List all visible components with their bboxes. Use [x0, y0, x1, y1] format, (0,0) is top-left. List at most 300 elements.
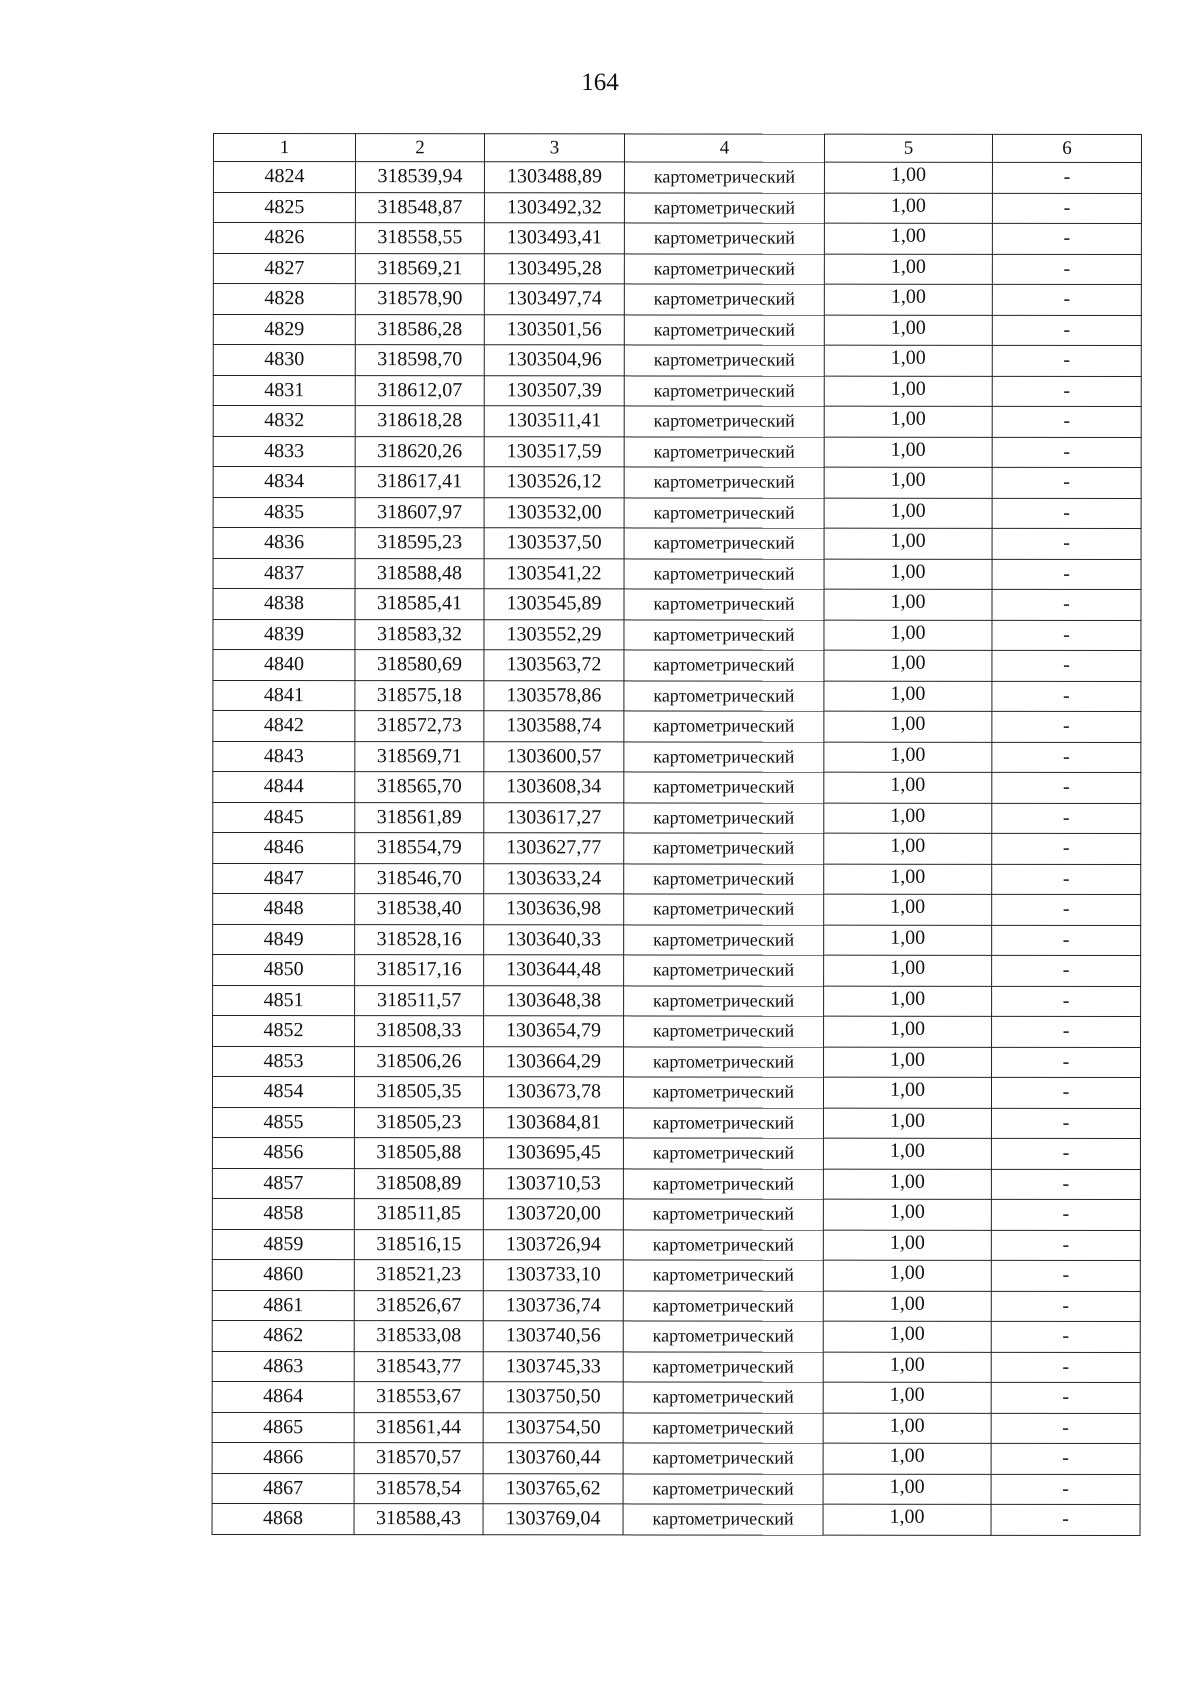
table-row: [212, 1168, 1140, 1199]
note-cell: -: [991, 1108, 1140, 1139]
y-coordinate-cell: 1303552,29: [484, 619, 624, 650]
x-coordinate-cell: 318539,94: [355, 162, 484, 193]
point-number-cell: 4832: [213, 406, 355, 437]
table-row: [213, 497, 1141, 528]
table-row: [213, 711, 1141, 742]
y-coordinate-cell: 1303695,45: [483, 1138, 623, 1169]
accuracy-cell: 1,00: [824, 650, 992, 681]
x-coordinate-cell: 318620,26: [355, 436, 484, 467]
note-cell: -: [992, 376, 1141, 407]
method-cell: картометрический: [623, 1382, 823, 1413]
x-coordinate-cell: 318595,23: [355, 528, 484, 559]
method-cell: картометрический: [624, 924, 824, 955]
table-row: [212, 1473, 1140, 1504]
note-cell: -: [992, 1047, 1141, 1078]
accuracy-cell: 1,00: [823, 1291, 991, 1322]
method-cell: картометрический: [624, 558, 824, 589]
accuracy-cell: 1,00: [824, 589, 992, 620]
x-coordinate-cell: 318553,67: [354, 1382, 483, 1413]
note-cell: -: [991, 1382, 1140, 1413]
x-coordinate-cell: 318517,16: [355, 955, 484, 986]
table-row: [213, 1016, 1141, 1047]
x-coordinate-cell: 318578,54: [354, 1473, 483, 1504]
accuracy-cell: 1,00: [824, 498, 992, 529]
note-cell: -: [991, 1199, 1140, 1230]
note-cell: -: [992, 986, 1141, 1017]
accuracy-cell: 1,00: [823, 1504, 991, 1535]
y-coordinate-cell: 1303765,62: [483, 1473, 623, 1504]
y-coordinate-cell: 1303736,74: [483, 1290, 623, 1321]
point-number-cell: 4839: [213, 619, 355, 650]
x-coordinate-cell: 318618,28: [355, 406, 484, 437]
accuracy-cell: 1,00: [824, 803, 992, 834]
table-row: [212, 1138, 1140, 1169]
point-number-cell: 4853: [213, 1046, 355, 1077]
table-row: [213, 863, 1141, 894]
method-cell: картометрический: [623, 1351, 823, 1382]
table-row: [213, 284, 1141, 315]
column-header-5: 5: [824, 134, 992, 162]
y-coordinate-cell: 1303507,39: [484, 375, 624, 406]
note-cell: -: [992, 925, 1141, 956]
x-coordinate-cell: 318528,16: [355, 924, 484, 955]
point-number-cell: 4826: [213, 223, 355, 254]
x-coordinate-cell: 318538,40: [355, 894, 484, 925]
method-cell: картометрический: [624, 284, 824, 315]
table-row: [213, 467, 1141, 498]
table-body: [212, 162, 1141, 1535]
accuracy-cell: 1,00: [824, 376, 992, 407]
x-coordinate-cell: 318505,23: [354, 1107, 483, 1138]
point-number-cell: 4852: [213, 1016, 355, 1047]
accuracy-cell: 1,00: [824, 955, 992, 986]
x-coordinate-cell: 318569,71: [355, 741, 484, 772]
method-cell: картометрический: [623, 1443, 823, 1474]
table-row: [213, 162, 1141, 193]
y-coordinate-cell: 1303617,27: [484, 802, 624, 833]
note-cell: -: [992, 589, 1141, 620]
accuracy-cell: 1,00: [824, 345, 992, 376]
method-cell: картометрический: [624, 192, 824, 223]
note-cell: -: [992, 894, 1141, 925]
method-cell: картометрический: [624, 375, 824, 406]
accuracy-cell: 1,00: [824, 193, 992, 224]
point-number-cell: 4855: [212, 1107, 354, 1138]
accuracy-cell: 1,00: [824, 1016, 992, 1047]
point-number-cell: 4848: [213, 894, 355, 925]
note-cell: -: [991, 1077, 1140, 1108]
note-cell: -: [992, 681, 1141, 712]
x-coordinate-cell: 318575,18: [355, 680, 484, 711]
accuracy-cell: 1,00: [824, 711, 992, 742]
accuracy-cell: 1,00: [823, 1077, 991, 1108]
x-coordinate-cell: 318561,44: [354, 1412, 483, 1443]
y-coordinate-cell: 1303633,24: [484, 863, 624, 894]
method-cell: картометрический: [623, 1107, 823, 1138]
table-row: [213, 680, 1141, 711]
y-coordinate-cell: 1303710,53: [483, 1168, 623, 1199]
accuracy-cell: 1,00: [823, 1108, 991, 1139]
method-cell: картометрический: [624, 680, 824, 711]
x-coordinate-cell: 318607,97: [355, 497, 484, 528]
page-number: 164: [581, 69, 619, 96]
method-cell: картометрический: [624, 619, 824, 650]
y-coordinate-cell: 1303517,59: [484, 436, 624, 467]
note-cell: -: [992, 650, 1141, 681]
column-header-6: 6: [992, 134, 1141, 162]
point-number-cell: 4856: [212, 1138, 354, 1169]
accuracy-cell: 1,00: [823, 1230, 991, 1261]
note-cell: -: [991, 1352, 1140, 1383]
note-cell: -: [991, 1291, 1140, 1322]
point-number-cell: 4860: [212, 1259, 354, 1290]
x-coordinate-cell: 318508,89: [354, 1168, 483, 1199]
accuracy-cell: 1,00: [824, 986, 992, 1017]
point-number-cell: 4867: [212, 1473, 354, 1504]
y-coordinate-cell: 1303760,44: [483, 1443, 623, 1474]
note-cell: -: [992, 162, 1141, 193]
note-cell: -: [992, 467, 1141, 498]
accuracy-cell: 1,00: [824, 772, 992, 803]
x-coordinate-cell: 318546,70: [355, 863, 484, 894]
table-row: [212, 1320, 1140, 1351]
note-cell: -: [992, 742, 1141, 773]
accuracy-cell: 1,00: [823, 1382, 991, 1413]
point-number-cell: 4837: [213, 558, 355, 589]
accuracy-cell: 1,00: [823, 1169, 991, 1200]
point-number-cell: 4865: [212, 1412, 354, 1443]
table-row: [213, 253, 1141, 284]
table-row: [213, 924, 1141, 955]
table-row: [213, 406, 1141, 437]
column-header-1: 1: [213, 134, 355, 162]
point-number-cell: 4846: [213, 833, 355, 864]
point-number-cell: 4841: [213, 680, 355, 711]
y-coordinate-cell: 1303684,81: [483, 1107, 623, 1138]
accuracy-cell: 1,00: [823, 1352, 991, 1383]
accuracy-cell: 1,00: [824, 284, 992, 315]
table-row: [213, 955, 1141, 986]
method-cell: картометрический: [623, 1199, 823, 1230]
note-cell: -: [992, 284, 1141, 315]
table-row: [212, 1107, 1140, 1138]
table-row: [213, 619, 1141, 650]
y-coordinate-cell: 1303504,96: [484, 345, 624, 376]
note-cell: -: [992, 1016, 1141, 1047]
method-cell: картометрический: [624, 223, 824, 254]
point-number-cell: 4844: [213, 772, 355, 803]
method-cell: картометрический: [624, 467, 824, 498]
x-coordinate-cell: 318505,88: [354, 1138, 483, 1169]
note-cell: -: [991, 1443, 1140, 1474]
note-cell: -: [992, 498, 1141, 529]
table-row: [213, 223, 1141, 254]
note-cell: -: [991, 1504, 1140, 1535]
y-coordinate-cell: 1303497,74: [484, 284, 624, 315]
point-number-cell: 4847: [213, 863, 355, 894]
note-cell: -: [992, 528, 1141, 559]
header-row: [213, 134, 1141, 163]
accuracy-cell: 1,00: [824, 559, 992, 590]
point-number-cell: 4849: [213, 924, 355, 955]
y-coordinate-cell: 1303492,32: [484, 192, 624, 223]
y-coordinate-cell: 1303511,41: [484, 406, 624, 437]
y-coordinate-cell: 1303545,89: [484, 589, 624, 620]
y-coordinate-cell: 1303664,29: [484, 1046, 624, 1077]
x-coordinate-cell: 318598,70: [355, 345, 484, 376]
table-row: [213, 650, 1141, 681]
table-row: [212, 1229, 1140, 1260]
method-cell: картометрический: [624, 436, 824, 467]
note-cell: -: [992, 406, 1141, 437]
method-cell: картометрический: [624, 314, 824, 345]
table-row: [213, 833, 1141, 864]
note-cell: -: [992, 193, 1141, 224]
point-number-cell: 4857: [212, 1168, 354, 1199]
accuracy-cell: 1,00: [823, 1474, 991, 1505]
point-number-cell: 4866: [212, 1442, 354, 1473]
note-cell: -: [991, 1413, 1140, 1444]
column-header-4: 4: [624, 134, 824, 162]
point-number-cell: 4864: [212, 1381, 354, 1412]
y-coordinate-cell: 1303541,22: [484, 558, 624, 589]
method-cell: картометрический: [624, 955, 824, 986]
method-cell: картометрический: [623, 1229, 823, 1260]
accuracy-cell: 1,00: [823, 1413, 991, 1444]
y-coordinate-cell: 1303532,00: [484, 497, 624, 528]
y-coordinate-cell: 1303754,50: [483, 1412, 623, 1443]
method-cell: картометрический: [623, 1504, 823, 1535]
y-coordinate-cell: 1303588,74: [484, 711, 624, 742]
accuracy-cell: 1,00: [824, 315, 992, 346]
point-number-cell: 4868: [212, 1503, 354, 1534]
note-cell: -: [991, 1138, 1140, 1169]
x-coordinate-cell: 318578,90: [355, 284, 484, 315]
method-cell: картометрический: [624, 650, 824, 681]
table-row: [213, 741, 1141, 772]
note-cell: -: [991, 1169, 1140, 1200]
table-row: [213, 528, 1141, 559]
method-cell: картометрический: [624, 253, 824, 284]
note-cell: -: [992, 955, 1141, 986]
table-row: [213, 894, 1141, 925]
note-cell: -: [991, 1321, 1140, 1352]
method-cell: картометрический: [624, 1016, 824, 1047]
y-coordinate-cell: 1303495,28: [484, 253, 624, 284]
table-row: [213, 802, 1141, 833]
x-coordinate-cell: 318585,41: [355, 589, 484, 620]
table-row: [213, 375, 1141, 406]
y-coordinate-cell: 1303537,50: [484, 528, 624, 559]
y-coordinate-cell: 1303493,41: [484, 223, 624, 254]
table-row: [212, 1351, 1140, 1382]
method-cell: картометрический: [623, 1412, 823, 1443]
table-row: [212, 1077, 1140, 1108]
x-coordinate-cell: 318588,43: [354, 1504, 483, 1535]
table-row: [213, 436, 1141, 467]
y-coordinate-cell: 1303673,78: [483, 1077, 623, 1108]
x-coordinate-cell: 318570,57: [354, 1443, 483, 1474]
y-coordinate-cell: 1303488,89: [484, 162, 624, 193]
method-cell: картометрический: [623, 1473, 823, 1504]
accuracy-cell: 1,00: [823, 1321, 991, 1352]
point-number-cell: 4850: [213, 955, 355, 986]
accuracy-cell: 1,00: [824, 620, 992, 651]
method-cell: картометрический: [624, 863, 824, 894]
point-number-cell: 4842: [213, 711, 355, 742]
note-cell: -: [991, 1474, 1140, 1505]
x-coordinate-cell: 318521,23: [354, 1260, 483, 1291]
y-coordinate-cell: 1303769,04: [483, 1504, 623, 1535]
note-cell: -: [992, 559, 1141, 590]
y-coordinate-cell: 1303720,00: [483, 1199, 623, 1230]
x-coordinate-cell: 318558,55: [355, 223, 484, 254]
y-coordinate-cell: 1303640,33: [484, 924, 624, 955]
y-coordinate-cell: 1303654,79: [484, 1016, 624, 1047]
y-coordinate-cell: 1303648,38: [484, 985, 624, 1016]
note-cell: -: [992, 437, 1141, 468]
note-cell: -: [992, 223, 1141, 254]
table-row: [213, 985, 1141, 1016]
x-coordinate-cell: 318612,07: [355, 375, 484, 406]
y-coordinate-cell: 1303750,50: [483, 1382, 623, 1413]
point-number-cell: 4862: [212, 1320, 354, 1351]
note-cell: -: [992, 345, 1141, 376]
table-header: [213, 134, 1141, 163]
accuracy-cell: 1,00: [823, 1199, 991, 1230]
table-row: [213, 345, 1141, 376]
method-cell: картометрический: [624, 741, 824, 772]
method-cell: картометрический: [624, 802, 824, 833]
method-cell: картометрический: [623, 1290, 823, 1321]
point-number-cell: 4858: [212, 1199, 354, 1230]
x-coordinate-cell: 318526,67: [354, 1290, 483, 1321]
point-number-cell: 4834: [213, 467, 355, 498]
x-coordinate-cell: 318565,70: [355, 772, 484, 803]
y-coordinate-cell: 1303501,56: [484, 314, 624, 345]
table-row: [212, 1442, 1140, 1473]
point-number-cell: 4835: [213, 497, 355, 528]
accuracy-cell: 1,00: [824, 925, 992, 956]
y-coordinate-cell: 1303627,77: [484, 833, 624, 864]
y-coordinate-cell: 1303578,86: [484, 680, 624, 711]
method-cell: картометрический: [624, 589, 824, 620]
coordinates-table: [212, 133, 1142, 1535]
x-coordinate-cell: 318511,85: [354, 1199, 483, 1230]
point-number-cell: 4827: [213, 253, 355, 284]
y-coordinate-cell: 1303726,94: [483, 1229, 623, 1260]
accuracy-cell: 1,00: [824, 528, 992, 559]
point-number-cell: 4824: [213, 162, 355, 193]
note-cell: -: [991, 1260, 1140, 1291]
accuracy-cell: 1,00: [824, 894, 992, 925]
note-cell: -: [992, 254, 1141, 285]
point-number-cell: 4843: [213, 741, 355, 772]
accuracy-cell: 1,00: [824, 681, 992, 712]
point-number-cell: 4836: [213, 528, 355, 559]
point-number-cell: 4831: [213, 375, 355, 406]
y-coordinate-cell: 1303563,72: [484, 650, 624, 681]
method-cell: картометрический: [623, 1077, 823, 1108]
method-cell: картометрический: [624, 894, 824, 925]
table-row: [212, 1503, 1140, 1534]
method-cell: картометрический: [624, 497, 824, 528]
note-cell: -: [992, 864, 1141, 895]
method-cell: картометрический: [624, 985, 824, 1016]
point-number-cell: 4828: [213, 284, 355, 315]
accuracy-cell: 1,00: [824, 406, 992, 437]
accuracy-cell: 1,00: [823, 1138, 991, 1169]
table-row: [212, 1259, 1140, 1290]
x-coordinate-cell: 318505,35: [354, 1077, 483, 1108]
x-coordinate-cell: 318572,73: [355, 711, 484, 742]
x-coordinate-cell: 318508,33: [355, 1016, 484, 1047]
x-coordinate-cell: 318543,77: [354, 1351, 483, 1382]
point-number-cell: 4830: [213, 345, 355, 376]
point-number-cell: 4829: [213, 314, 355, 345]
x-coordinate-cell: 318569,21: [355, 253, 484, 284]
y-coordinate-cell: 1303733,10: [483, 1260, 623, 1291]
column-header-2: 2: [355, 134, 484, 162]
point-number-cell: 4825: [213, 192, 355, 223]
accuracy-cell: 1,00: [824, 833, 992, 864]
point-number-cell: 4838: [213, 589, 355, 620]
method-cell: картометрический: [624, 406, 824, 437]
x-coordinate-cell: 318580,69: [355, 650, 484, 681]
accuracy-cell: 1,00: [824, 223, 992, 254]
note-cell: -: [991, 1230, 1140, 1261]
x-coordinate-cell: 318516,15: [354, 1229, 483, 1260]
x-coordinate-cell: 318511,57: [355, 985, 484, 1016]
point-number-cell: 4851: [213, 985, 355, 1016]
point-number-cell: 4840: [213, 650, 355, 681]
x-coordinate-cell: 318588,48: [355, 558, 484, 589]
note-cell: -: [992, 833, 1141, 864]
table-row: [213, 558, 1141, 589]
table-row: [213, 1046, 1141, 1077]
method-cell: картометрический: [624, 162, 824, 193]
x-coordinate-cell: 318554,79: [355, 833, 484, 864]
column-header-3: 3: [484, 134, 624, 162]
method-cell: картометрический: [623, 1321, 823, 1352]
accuracy-cell: 1,00: [824, 437, 992, 468]
x-coordinate-cell: 318561,89: [355, 802, 484, 833]
table-row: [212, 1412, 1140, 1443]
table-row: [213, 589, 1141, 620]
method-cell: картометрический: [624, 528, 824, 559]
method-cell: картометрический: [624, 833, 824, 864]
table-row: [212, 1290, 1140, 1321]
accuracy-cell: 1,00: [823, 1443, 991, 1474]
note-cell: -: [992, 803, 1141, 834]
method-cell: картометрический: [624, 345, 824, 376]
method-cell: картометрический: [623, 1138, 823, 1169]
x-coordinate-cell: 318617,41: [355, 467, 484, 498]
note-cell: -: [992, 315, 1141, 346]
table-row: [212, 1381, 1140, 1412]
y-coordinate-cell: 1303526,12: [484, 467, 624, 498]
method-cell: картометрический: [624, 772, 824, 803]
point-number-cell: 4854: [212, 1077, 354, 1108]
accuracy-cell: 1,00: [824, 467, 992, 498]
note-cell: -: [992, 772, 1141, 803]
accuracy-cell: 1,00: [824, 1047, 992, 1078]
accuracy-cell: 1,00: [824, 864, 992, 895]
method-cell: картометрический: [623, 1168, 823, 1199]
x-coordinate-cell: 318583,32: [355, 619, 484, 650]
point-number-cell: 4833: [213, 436, 355, 467]
x-coordinate-cell: 318548,87: [355, 192, 484, 223]
